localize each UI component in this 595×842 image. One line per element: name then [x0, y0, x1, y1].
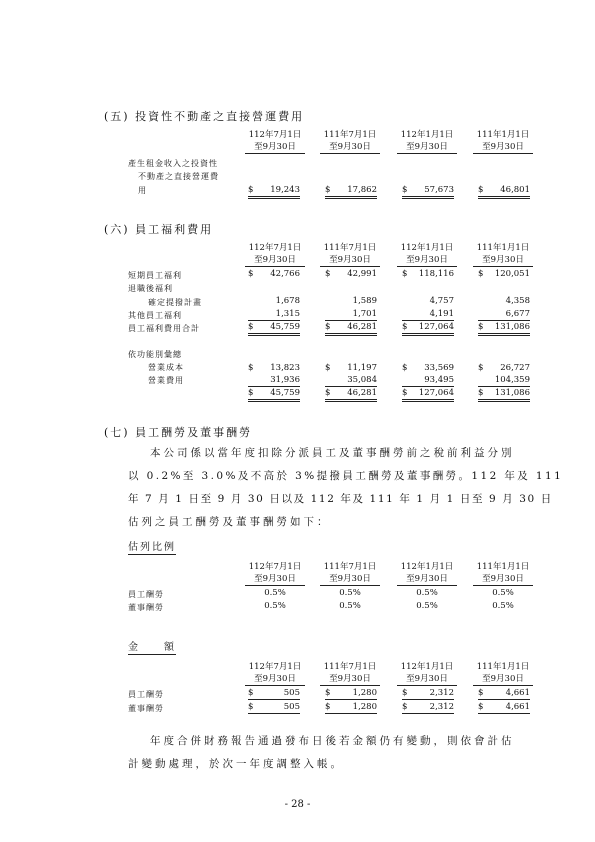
table-cell: $ 57,673 — [402, 184, 454, 199]
column-header: 112年1月1日 至9月30日 — [397, 242, 457, 267]
paragraph-line: 年度合併財務報告通過發布日後若金額仍有變動，則依會計估 — [150, 735, 515, 747]
column-header: 111年1月1日 至9月30日 — [473, 129, 533, 154]
table-cell: 4,358 — [505, 296, 530, 306]
column-header: 112年1月1日 至9月30日 — [397, 129, 457, 154]
column-header: 111年7月1日 至9月30日 — [320, 242, 380, 267]
table-cell: $ 13,823 — [248, 363, 300, 373]
table-cell: $ 4,661 — [478, 702, 530, 712]
table-cell: $ 33,569 — [402, 363, 454, 373]
column-header: 112年7月1日 至9月30日 — [245, 242, 305, 267]
table-cell: 1,315 — [248, 308, 300, 321]
row-label: 董事酬勞 — [128, 603, 164, 612]
table-cell: 6,677 — [478, 308, 530, 321]
table-cell: $ 46,281 — [325, 387, 377, 402]
row-label: 員工酬勞 — [128, 590, 164, 599]
section-title-investment-property: (五) 投資性不動產之直接營運費用 — [104, 110, 305, 123]
row-label: 確定提撥計畫 — [148, 298, 202, 307]
column-header: 112年1月1日 至9月30日 — [397, 661, 457, 686]
row-label: 用 — [138, 186, 147, 195]
table-cell: $ 11,197 — [325, 363, 377, 373]
column-header: 112年7月1日 至9月30日 — [245, 561, 305, 586]
row-label: 員工福利費用合計 — [128, 324, 200, 333]
paragraph-line: 年 7 月 1 日至 9 月 30 日以及 112 年及 111 年 1 月 1 日至 9 月 30 日 — [128, 493, 553, 505]
column-header: 111年7月1日 至9月30日 — [320, 129, 380, 154]
table-cell: 1,678 — [275, 296, 300, 306]
table-cell: $ 120,051 — [478, 269, 530, 279]
table-cell: 0.5% — [264, 601, 286, 611]
table-cell: $ 19,243 — [248, 184, 300, 199]
subsection-title-amount: 金 額 — [128, 638, 176, 655]
table-cell: $ 45,759 — [248, 321, 300, 336]
paragraph-line: 本公司係以當年度扣除分派員工及董事酬勞前之稅前利益分別 — [150, 447, 515, 459]
column-header: 111年7月1日 至9月30日 — [320, 661, 380, 686]
table-cell: $ 2,312 — [402, 702, 454, 712]
table-cell: $ 46,281 — [325, 321, 377, 336]
table-cell: $ 17,862 — [325, 184, 377, 199]
column-header: 111年1月1日 至9月30日 — [473, 661, 533, 686]
table-cell: 0.5% — [416, 601, 438, 611]
column-header: 111年1月1日 至9月30日 — [473, 561, 533, 586]
row-label: 員工酬勞 — [128, 690, 164, 699]
table-cell: $ 131,086 — [478, 387, 530, 402]
column-header: 112年7月1日 至9月30日 — [245, 661, 305, 686]
table-cell: $ 505 — [248, 702, 300, 712]
row-label: 不動產之直接營運費 — [138, 172, 219, 181]
row-label: 營業費用 — [148, 376, 184, 385]
table-cell: 0.5% — [416, 588, 438, 598]
column-header: 112年7月1日 至9月30日 — [245, 129, 305, 154]
table-cell: $ 26,727 — [478, 363, 530, 373]
table-cell: 4,191 — [402, 308, 454, 321]
section-title-compensation: (七) 員工酬勞及董事酬勞 — [104, 426, 253, 439]
table-cell: $ 2,312 — [402, 688, 454, 698]
table-cell: $ 505 — [248, 688, 300, 698]
row-label: 其他員工福利 — [128, 311, 182, 320]
paragraph-line: 以 0.2%至 3.0%及不高於 3%提撥員工酬勞及董事酬勞。112 年及 111 — [128, 470, 564, 482]
table-cell: 35,084 — [325, 374, 377, 387]
table-cell: $ 4,661 — [478, 688, 530, 698]
column-header: 111年1月1日 至9月30日 — [473, 242, 533, 267]
section-title-employee-benefits: (六) 員工福利費用 — [104, 223, 214, 236]
column-header: 111年7月1日 至9月30日 — [320, 561, 380, 586]
paragraph-line: 估列之員工酬勞及董事酬勞如下： — [128, 516, 331, 528]
row-label: 產生租金收入之投資性 — [128, 159, 218, 168]
table-cell: 0.5% — [339, 588, 361, 598]
table-cell: $ 131,086 — [478, 321, 530, 336]
table-cell: 0.5% — [339, 601, 361, 611]
table-cell: $ 1,280 — [325, 688, 377, 698]
table-cell: 1,589 — [352, 296, 377, 306]
table-cell: $ 45,759 — [248, 387, 300, 402]
table-cell: 104,359 — [478, 374, 530, 387]
table-cell: $ 42,991 — [325, 269, 377, 279]
table-cell: 0.5% — [492, 601, 514, 611]
table-cell: $ 118,116 — [402, 269, 454, 279]
row-label: 營業成本 — [148, 363, 184, 372]
table-cell: $ 127,064 — [402, 387, 454, 402]
table-cell: 4,757 — [429, 296, 454, 306]
row-label: 依功能別彙總 — [128, 350, 182, 359]
row-label: 退職後福利 — [128, 284, 173, 293]
paragraph-line: 計變動處理，於次一年度調整入帳。 — [128, 758, 344, 770]
row-label: 董事酬勞 — [128, 704, 164, 713]
page-number: - 28 - — [284, 799, 311, 810]
table-cell: 93,495 — [402, 374, 454, 387]
table-cell: $ 46,801 — [478, 184, 530, 199]
table-cell: $ 42,766 — [248, 269, 300, 279]
row-label: 短期員工福利 — [128, 271, 182, 280]
table-cell: $ 1,280 — [325, 702, 377, 712]
table-cell: $ 127,064 — [402, 321, 454, 336]
column-header: 112年1月1日 至9月30日 — [397, 561, 457, 586]
table-cell: 0.5% — [492, 588, 514, 598]
table-cell: 31,936 — [248, 374, 300, 387]
table-cell: 0.5% — [264, 588, 286, 598]
subsection-title-ratio: 估列比例 — [128, 538, 176, 555]
table-cell: 1,701 — [325, 308, 377, 321]
